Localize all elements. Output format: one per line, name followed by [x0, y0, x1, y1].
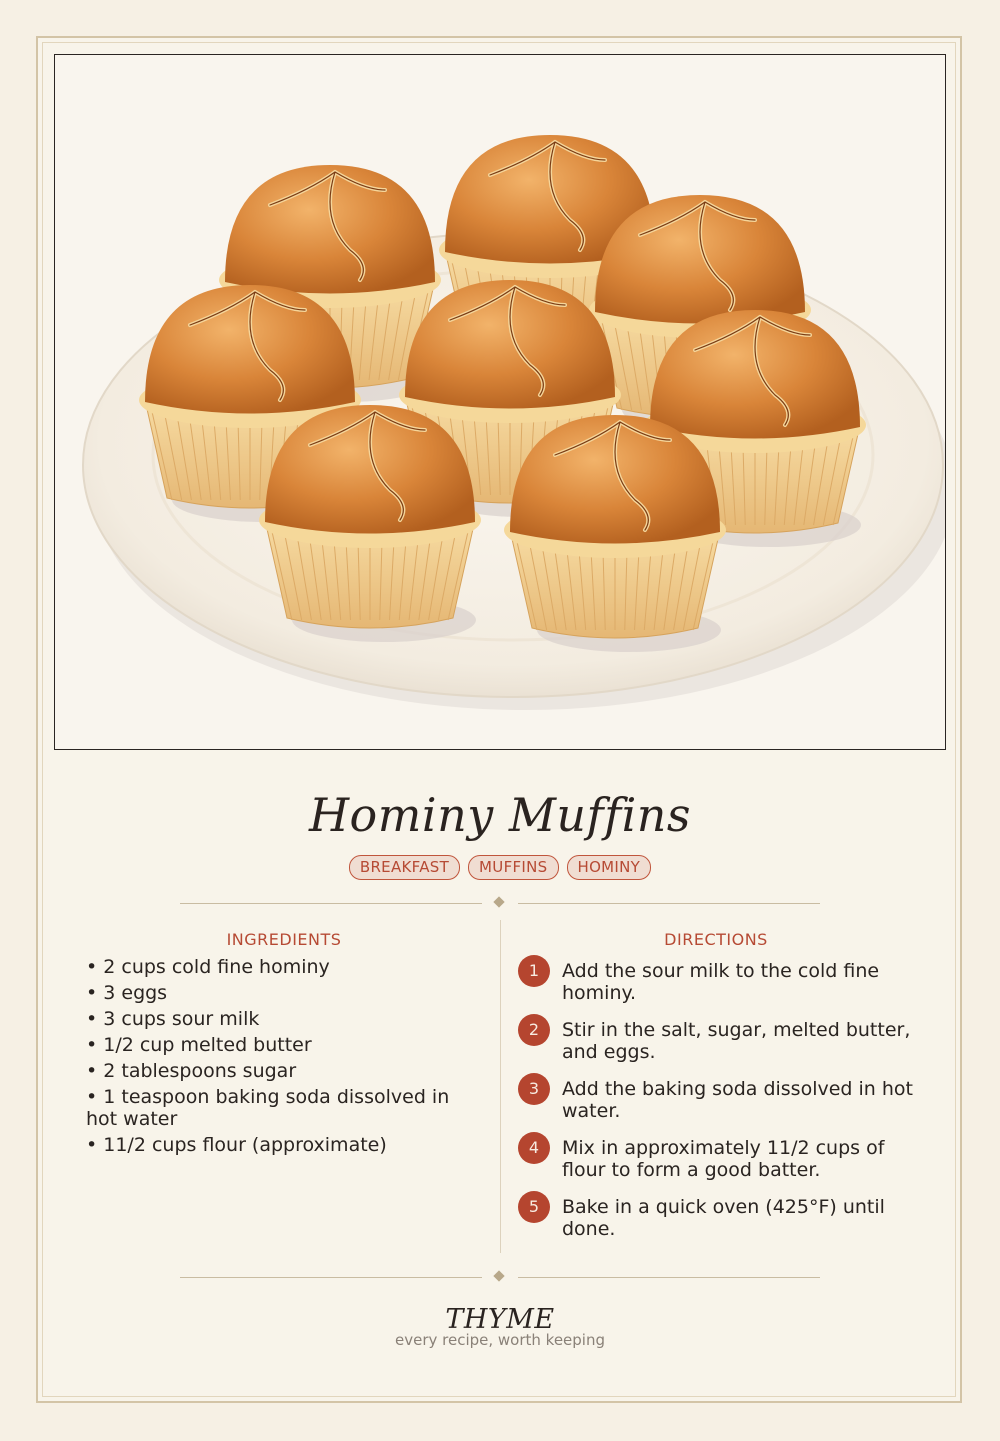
column-divider: [500, 920, 501, 1253]
step-text: Bake in a quick oven (425°F) until done.: [562, 1196, 885, 1240]
ingredient-item: • 3 cups sour milk: [86, 1008, 260, 1030]
tag-hominy[interactable]: HOMINY: [567, 855, 652, 880]
brand-tagline: every recipe, worth keeping: [394, 1331, 605, 1349]
ingredient-item: • 1/2 cup melted butter: [86, 1034, 312, 1056]
ingredient-item: • 1 teaspoon baking soda dissolved in hot water: [86, 1086, 450, 1130]
direction-step: [518, 1191, 918, 1240]
direction-step: [518, 1014, 918, 1063]
step-text: Stir in the salt, sugar, melted butter, and eggs.: [562, 1019, 911, 1063]
directions-heading: DIRECTIONS: [664, 930, 768, 949]
step-text: Add the sour milk to the cold fine hominy.: [562, 960, 880, 1004]
ingredient-item: • 2 tablespoons sugar: [86, 1060, 297, 1082]
step-number-badge: 5: [518, 1191, 550, 1223]
ingredient-item: • 3 eggs: [86, 982, 168, 1004]
direction-step: [518, 955, 918, 1004]
top-divider: [180, 903, 820, 904]
direction-step: [518, 1073, 918, 1122]
muffin: [504, 415, 726, 652]
ingredient-item: • 11/2 cups flour (approximate): [86, 1134, 387, 1156]
step-number-badge: 3: [518, 1073, 550, 1105]
brand-name: THYME: [445, 1304, 555, 1335]
recipe-title: Hominy Muffins: [308, 788, 692, 842]
tag-muffins[interactable]: MUFFINS: [468, 855, 558, 880]
tag-breakfast[interactable]: BREAKFAST: [349, 855, 460, 880]
step-text: Add the baking soda dissolved in hot water.: [562, 1078, 913, 1122]
bottom-divider: [180, 1277, 820, 1278]
recipe-photo: [54, 54, 946, 750]
direction-step: [518, 1132, 918, 1181]
step-number-badge: 2: [518, 1014, 550, 1046]
directions-list: [518, 955, 918, 1250]
step-number-badge: 4: [518, 1132, 550, 1164]
muffin: [259, 405, 481, 642]
ingredient-item: • 2 cups cold fine hominy: [86, 956, 330, 978]
ingredients-list: [86, 956, 486, 1160]
tag-list: [0, 855, 1000, 880]
step-text: Mix in approximately 11/2 cups of flour to form a good batter.: [562, 1137, 885, 1181]
step-number-badge: 1: [518, 955, 550, 987]
ingredients-heading: INGREDIENTS: [226, 930, 342, 949]
muffins-illustration: [55, 55, 945, 749]
